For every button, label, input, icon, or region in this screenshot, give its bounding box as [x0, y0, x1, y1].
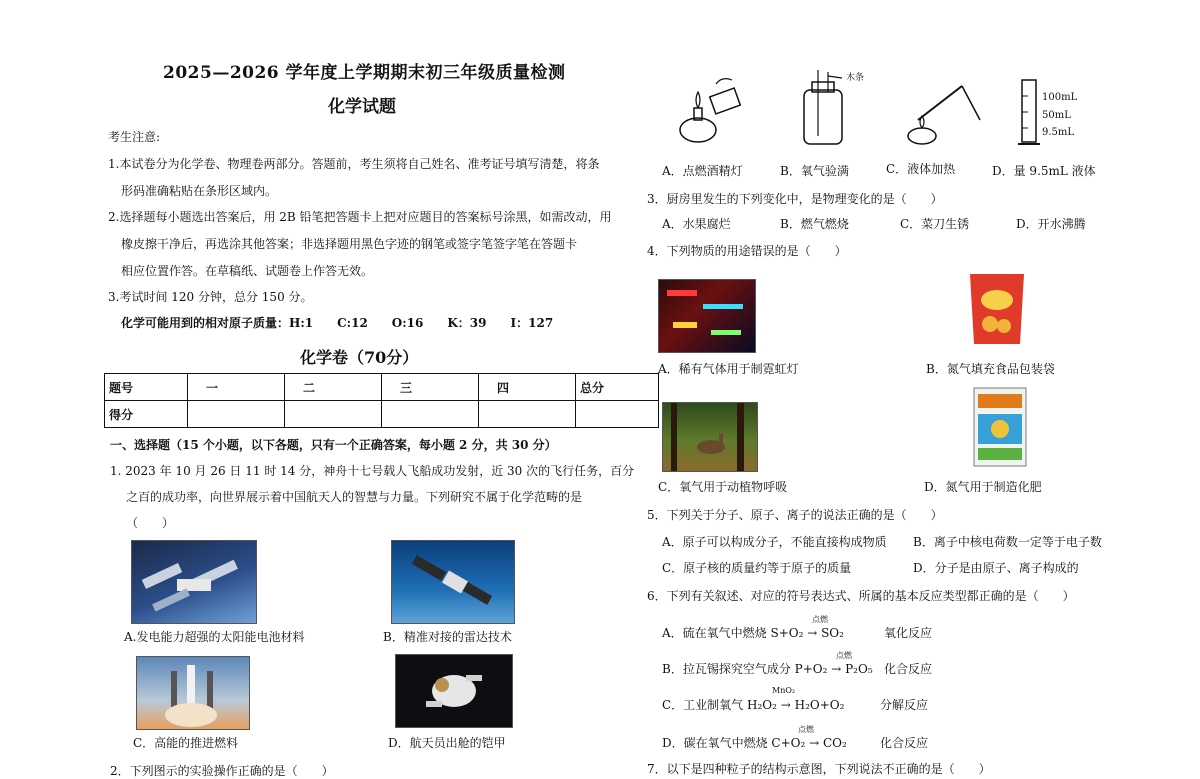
option-a[interactable]: A．点燃酒精灯	[662, 164, 743, 178]
option-b[interactable]: B．氮气填充食品包装袋	[926, 362, 1055, 376]
score-table	[104, 373, 659, 428]
part-heading: 一、选择题（15 个小题，以下各题，只有一个正确答案，每小题 2 分，共 30 分）	[110, 438, 557, 452]
option-b[interactable]: B．氧气验满	[780, 164, 849, 178]
notice-line: 相应位置作答。在草稿纸、试题卷上作答无效。	[121, 264, 374, 278]
score-table-row	[105, 374, 659, 401]
reaction-condition: 点燃	[812, 615, 828, 624]
table-cell[interactable]	[382, 401, 479, 428]
question-text: （ ）	[126, 516, 175, 530]
question-text: 2．下列图示的实验操作正确的是（ ）	[110, 764, 334, 778]
scale-label: 100mL	[1042, 92, 1078, 103]
notice-line: 1.本试卷分为化学卷、物理卷两部分。答题前，考生须将自己姓名、准考证号填写清楚，将条	[108, 157, 600, 171]
option-c[interactable]: C．高能的推进燃料	[133, 736, 239, 750]
table-cell: 总分	[576, 374, 659, 401]
question-text: 1. 2023 年 10 月 26 日 11 时 14 分，神舟十七号载人飞船成功发射，近 30 次的飞行任务，百分	[110, 464, 635, 478]
question-text: 5．下列关于分子、原子、离子的说法正确的是（ ）	[647, 508, 943, 522]
reaction-condition: 点燃	[836, 651, 852, 660]
table-cell: 得分	[105, 401, 188, 428]
table-cell: 二	[285, 374, 382, 401]
question-text: 之百的成功率，向世界展示着中国航天人的智慧与力量。下列研究不属于化学范畴的是	[126, 490, 583, 504]
scale-label: 50mL	[1042, 110, 1071, 121]
test-tube-heating-icon	[900, 76, 984, 148]
question-text: 7．以下是四种粒子的结构示意图，下列说法不正确的是（ ）	[647, 762, 991, 776]
reaction-type: 化合反应	[880, 736, 929, 750]
rocket-launch-photo	[136, 656, 250, 730]
table-cell: 题号	[105, 374, 188, 401]
notice-line: 2.选择题每小题选出答案后，用 2B 铅笔把答题卡上把对应题目的答案标号涂黑，如需改动，用	[108, 210, 612, 224]
neon-lights-photo	[658, 279, 756, 353]
reaction-type: 化合反应	[884, 662, 933, 676]
fertilizer-bag-photo	[970, 384, 1030, 470]
option-d[interactable]: D．分子是由原子、离子构成的	[913, 561, 1079, 575]
reaction-condition: MnO₂	[772, 686, 796, 695]
reaction-type: 分解反应	[880, 698, 929, 712]
option-b[interactable]: B．离子中核电荷数一定等于电子数	[913, 535, 1102, 549]
space-station-photo	[131, 540, 257, 624]
option-a[interactable]: A.发电能力超强的太阳能电池材料	[124, 630, 305, 644]
chip-bag-photo	[964, 270, 1030, 348]
table-cell[interactable]	[285, 401, 382, 428]
snack-bag-icon	[964, 270, 1030, 348]
table-cell: 四	[479, 374, 576, 401]
exam-subtitle: 化学试题	[328, 97, 396, 117]
option-b[interactable]: B．拉瓦锡探究空气成分 P+O₂ → P₂O₅	[662, 662, 873, 676]
notice-line: 橡皮擦干净后，再选涂其他答案；非选择题用黑色字迹的钢笔或签字笔签字笔在答题卡	[121, 237, 578, 251]
option-d[interactable]: D．量 9.5mL 液体	[992, 164, 1096, 178]
reaction-condition: 点燃	[798, 725, 814, 734]
neon-icon	[659, 280, 755, 352]
reaction-type: 氧化反应	[884, 626, 933, 640]
option-b[interactable]: B．燃气燃烧	[780, 217, 849, 231]
section-title: 化学卷（70分）	[300, 348, 419, 367]
atomic-masses: 化学可能用到的相对原子质量：H:1 C:12 O:16 K：39 I：127	[121, 316, 554, 330]
stick-label: 木条	[846, 73, 865, 83]
deer-icon	[663, 403, 757, 471]
table-cell[interactable]	[479, 401, 576, 428]
option-c[interactable]: C．液体加热	[886, 162, 956, 176]
astronaut-icon	[396, 655, 512, 727]
table-cell: 一	[188, 374, 285, 401]
question-text: 4．下列物质的用途错误的是（ ）	[647, 244, 847, 258]
option-c[interactable]: C．氧气用于动植物呼吸	[658, 480, 788, 494]
option-a[interactable]: A．硫在氧气中燃烧 S+O₂ → SO₂	[662, 626, 844, 640]
rocket-icon	[137, 657, 249, 729]
option-d[interactable]: D．碳在氧气中燃烧 C+O₂ → CO₂	[662, 736, 847, 750]
notice-heading: 考生注意:	[108, 130, 161, 144]
alcohol-lamp-icon	[676, 72, 748, 146]
option-a[interactable]: A．水果腐烂	[662, 217, 731, 231]
table-cell: 三	[382, 374, 479, 401]
fertilizer-bag-icon	[970, 384, 1030, 470]
option-c[interactable]: C．工业制氧气 H₂O₂ → H₂O+O₂	[662, 698, 845, 712]
notice-line: 3.考试时间 120 分钟，总分 150 分。	[108, 290, 313, 304]
question-text: 3．厨房里发生的下列变化中，是物理变化的是（ ）	[647, 192, 943, 206]
space-station-icon	[132, 541, 256, 623]
option-d[interactable]: D．开水沸腾	[1016, 217, 1086, 231]
option-d[interactable]: D．氮气用于制造化肥	[924, 480, 1042, 494]
option-c[interactable]: C．原子核的质量约等于原子的质量	[662, 561, 852, 575]
score-table-row	[105, 401, 659, 428]
graduated-cylinder-icon	[1016, 78, 1040, 150]
table-cell[interactable]	[188, 401, 285, 428]
satellite-icon	[392, 541, 514, 623]
scale-label: 9.5mL	[1042, 127, 1075, 138]
option-a[interactable]: A．稀有气体用于制霓虹灯	[658, 362, 799, 376]
option-a[interactable]: A．原子可以构成分子，不能直接构成物质	[662, 535, 887, 549]
option-c[interactable]: C．菜刀生锈	[900, 217, 970, 231]
option-d[interactable]: D．航天员出舱的铠甲	[388, 736, 506, 750]
forest-deer-photo	[662, 402, 758, 472]
exam-title: 2025—2026 学年度上学期期末初三年级质量检测	[163, 63, 566, 83]
table-cell[interactable]	[576, 401, 659, 428]
option-b[interactable]: B．精准对接的雷达技术	[383, 630, 512, 644]
docking-photo	[391, 540, 515, 624]
notice-line: 形码准确粘贴在条形区域内。	[121, 184, 278, 198]
question-text: 6．下列有关叙述、对应的符号表达式、所属的基本反应类型都正确的是（ ）	[647, 589, 1075, 603]
astronaut-photo	[395, 654, 513, 728]
